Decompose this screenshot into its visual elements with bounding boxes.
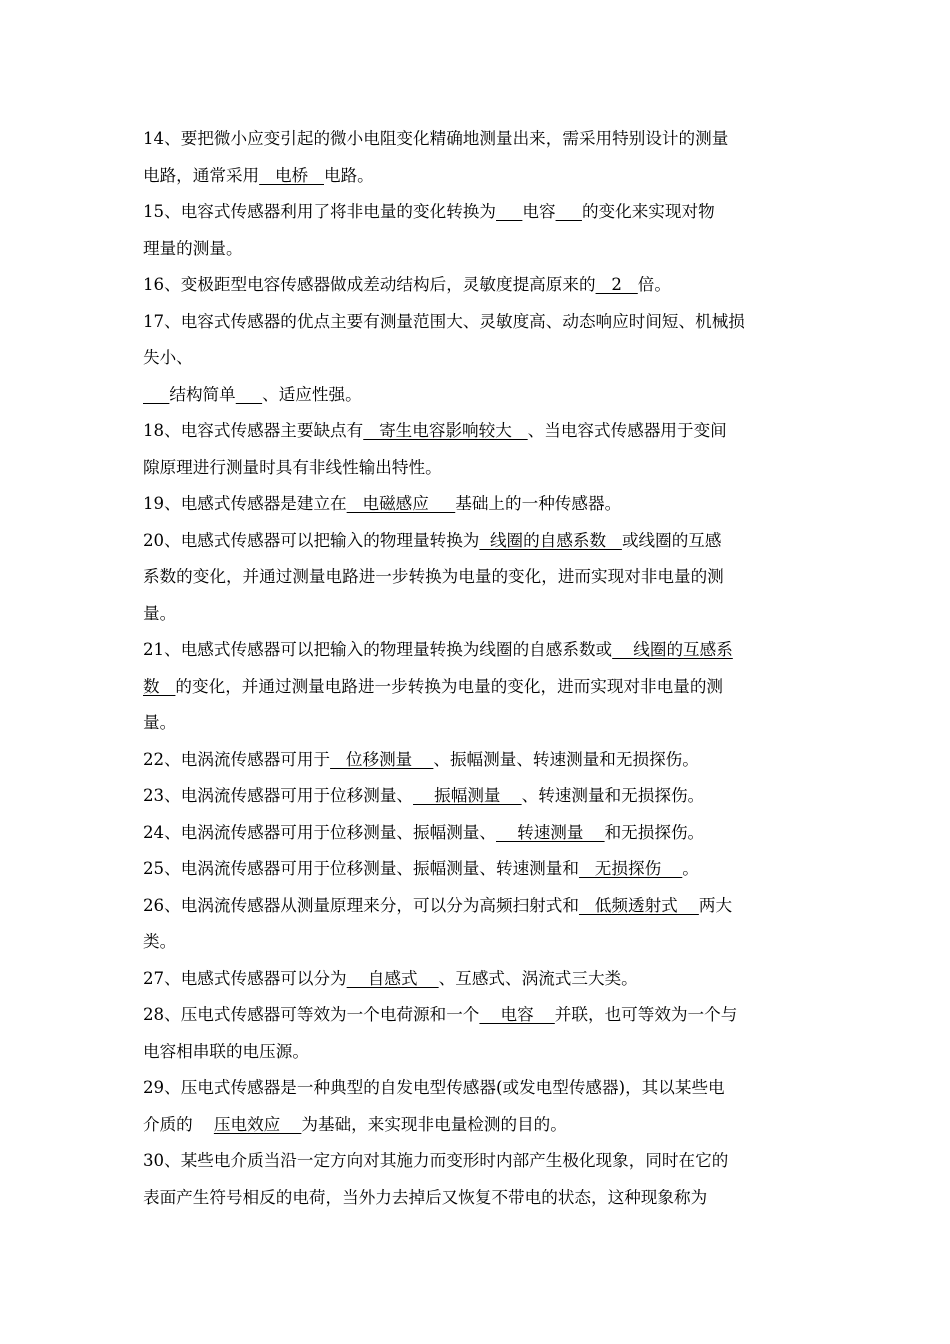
text-line-q22	[143, 742, 815, 779]
answer-blank: 压电效应	[213, 1114, 302, 1134]
text-segment: 15、电容式传感器利用了将非电量的变化转换为	[143, 202, 496, 221]
text-segment: 并联，也可等效为一个与	[554, 1005, 738, 1024]
answer-blank: 振幅测量	[413, 786, 522, 805]
answer-blank	[236, 385, 262, 404]
answer-blank: 自感式	[346, 968, 439, 988]
text-segment: 14、要把微小应变引起的微小电阻变化精确地测量出来，需采用特别设计的测量	[143, 129, 729, 148]
answer-blank: 转速测量	[496, 822, 605, 842]
text-segment: 30、某些电介质当沿一定方向对其施力而变形时内部产生极化现象，同时在它的	[143, 1151, 729, 1170]
text-line-q28-a	[143, 997, 815, 1034]
text-line-q16	[143, 267, 815, 304]
text-segment: 隙原理进行测量时具有非线性输出特性。	[143, 457, 442, 477]
text-line-q15-b	[143, 231, 815, 268]
text-segment: 19、电感式传感器是建立在	[143, 494, 347, 513]
text-line-q20-b	[143, 559, 815, 596]
text-segment: 20、电感式传感器可以把输入的物理量转换为	[143, 530, 480, 550]
text-line-q20-a	[143, 523, 815, 560]
answer-blank: 线圈的自感系数	[479, 530, 622, 550]
answer-blank: 电容	[479, 1005, 555, 1024]
text-segment: 类。	[143, 932, 177, 951]
text-segment: 25、电涡流传感器可用于位移测量、振幅测量、转速测量和	[143, 859, 579, 878]
text-line-q14-b	[143, 158, 815, 195]
text-line-q23	[143, 778, 815, 815]
text-segment: 表面产生符号相反的电荷，当外力去掉后又恢复不带电的状态，这种现象称为	[143, 1187, 708, 1207]
text-line-q30-b	[143, 1180, 815, 1217]
text-line-q14-a	[143, 121, 815, 158]
text-line-q29-b	[143, 1107, 815, 1144]
text-segment: 、振幅测量、转速测量和无损探伤。	[433, 749, 699, 769]
text-segment: 电容相串联的电压源。	[143, 1041, 309, 1061]
text-segment: 电路，通常采用	[143, 165, 260, 185]
text-segment: 26、电涡流传感器从测量原理来分，可以分为高频扫射式和	[143, 895, 579, 915]
text-segment: 24、电涡流传感器可用于位移测量、振幅测量、	[143, 822, 496, 842]
answer-blank	[143, 385, 169, 404]
text-segment: 的变化来实现对物	[581, 202, 715, 221]
text-segment: 两大	[698, 895, 733, 915]
text-segment: 、互感式、涡流式三大类。	[438, 968, 638, 988]
text-line-q17-a	[143, 304, 815, 341]
text-segment: 量。	[143, 603, 177, 623]
text-line-q24	[143, 815, 815, 852]
text-line-q29-a	[143, 1070, 815, 1107]
text-segment: 22、电涡流传感器可用于	[143, 749, 331, 769]
answer-blank: 位移测量	[330, 749, 434, 769]
answer-blank: 无损探伤	[578, 859, 683, 878]
text-segment: 倍。	[637, 275, 671, 294]
text-line-q20-c	[143, 596, 815, 633]
text-segment: 。	[682, 859, 699, 878]
text-segment: 基础上的一种传感器。	[455, 494, 622, 513]
answer-blank: 寄生电容影响较大	[363, 421, 528, 440]
document-page	[143, 121, 815, 1216]
text-segment: 介质的	[143, 1114, 214, 1134]
answer-blank	[556, 202, 582, 221]
text-line-q18-b	[143, 450, 815, 487]
text-segment: 29、压电式传感器是一种典型的自发电型传感器(或发电型传感器)，其以某些电	[143, 1078, 725, 1097]
text-segment: 17、电容式传感器的优点主要有测量范围大、灵敏度高、动态响应时间短、机械损	[143, 311, 745, 331]
text-line-q18-a	[143, 413, 815, 450]
answer-blank: 线圈的互感系	[612, 640, 733, 659]
text-line-q21-a	[143, 632, 815, 669]
text-segment: 18、电容式传感器主要缺点有	[143, 421, 364, 440]
text-segment: 结构简单	[169, 384, 236, 404]
text-segment: 16、变极距型电容传感器做成差动结构后，灵敏度提高原来的	[143, 275, 596, 294]
text-line-q21-b	[143, 669, 815, 706]
text-segment: 的变化，并通过测量电路进一步转换为电量的变化，进而实现对非电量的测	[175, 676, 724, 696]
text-segment: 和无损探伤。	[604, 822, 705, 842]
text-segment: 为基础，来实现非电量检测的目的。	[301, 1114, 567, 1134]
text-line-q21-c	[143, 705, 815, 742]
text-line-q17-c	[143, 377, 815, 414]
text-line-q28-b	[143, 1034, 815, 1071]
answer-blank: 2	[595, 275, 638, 294]
answer-blank: 电磁感应	[346, 494, 456, 513]
text-line-q15-a	[143, 194, 815, 231]
text-line-q27	[143, 961, 815, 998]
text-line-q26-b	[143, 924, 815, 961]
text-segment: 或线圈的互感	[621, 530, 722, 550]
text-segment: 23、电涡流传感器可用于位移测量、	[143, 786, 414, 805]
text-segment: 、转速测量和无损探伤。	[521, 786, 705, 805]
text-segment: 电路。	[324, 165, 374, 185]
text-segment: 理量的测量。	[143, 238, 243, 258]
text-line-q26-a	[143, 888, 815, 925]
answer-blank: 数	[143, 676, 176, 696]
text-line-q25	[143, 851, 815, 888]
text-segment: 量。	[143, 713, 177, 732]
text-segment: 、当电容式传感器用于变间	[527, 421, 727, 440]
text-segment: 21、电感式传感器可以把输入的物理量转换为线圈的自感系数或	[143, 640, 613, 659]
text-segment: 电容	[522, 202, 556, 221]
text-segment: 失小、	[143, 348, 193, 367]
text-line-q19	[143, 486, 815, 523]
text-line-q30-a	[143, 1143, 815, 1180]
text-line-q17-b	[143, 340, 815, 377]
text-segment: 、适应性强。	[262, 384, 362, 404]
answer-blank: 低频透射式	[578, 895, 699, 915]
answer-blank: 电桥	[259, 165, 324, 185]
answer-blank	[496, 202, 522, 221]
text-segment: 28、压电式传感器可等效为一个电荷源和一个	[143, 1005, 480, 1024]
text-segment: 系数的变化，并通过测量电路进一步转换为电量的变化，进而实现对非电量的测	[143, 567, 724, 586]
text-segment: 27、电感式传感器可以分为	[143, 968, 347, 988]
